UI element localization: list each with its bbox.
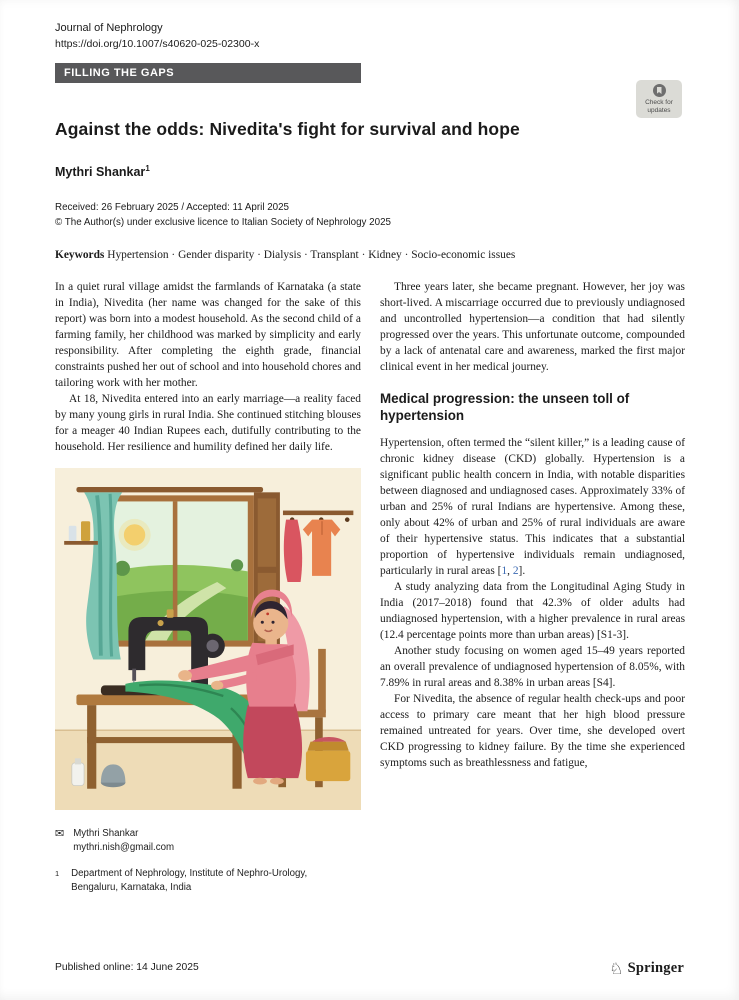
- keywords-text: Hypertension · Gender disparity · Dialysis · Transplant · Kidney · Socio-economic issues: [107, 248, 516, 261]
- email-icon: ✉: [55, 826, 65, 840]
- received-accepted-line: Received: 26 February 2025 / Accepted: 11 April 2025: [55, 202, 290, 214]
- check-updates-text-line2: updates: [647, 106, 671, 114]
- crossmark-icon: [653, 84, 666, 97]
- citation-separator: ,: [507, 565, 513, 578]
- copyright-line: © The Author(s) under exclusive licence to Italian Society of Nephrology 2025: [55, 216, 391, 228]
- body-paragraph: Three years later, she became pregnant. However, her joy was short-lived. A miscarriage occurred due to previously undiagnosed and uncontrolled hypertension—a condition that had silently progressed over the years. This unfortunate outcome, compounded by a lack of antenatal care and awareness, marked the first major clinical event in her medical journey.: [380, 280, 685, 373]
- journal-name: Journal of Nephrology: [55, 22, 163, 34]
- body-paragraph: Another study focusing on women aged 15–49 years reported an overall prevalence of undiagnosed hypertension of 8.05%, with 7.89% in rural areas and 8.38% in urban areas [S4].: [380, 645, 685, 690]
- article-meta: [55, 201, 685, 230]
- body-paragraph: At 18, Nivedita entered into an early marriage—a reality faced by many young girls in rural India. She continued stitching blouses for a meager 40 Indian Rupees each, dutifully contributing to the household. Her resilience and humility defined her daily life.: [55, 392, 361, 453]
- sewing-scene-image: [55, 468, 361, 810]
- springer-logo-text: Springer: [627, 960, 684, 976]
- body-paragraph: In a quiet rural village amidst the farmlands of Karnataka (a state in India), Nivedita (her name was changed for the sake of this report) was born into a modest household. As the second child of a farming family, her childhood was marked by simplicity and early responsibility. After completing the eighth grade, financial constraints pushed her out of school and into household chores and tailoring work with her mother.: [55, 280, 361, 389]
- citation-link-2[interactable]: 2: [512, 565, 519, 578]
- author-name: [55, 164, 685, 179]
- citation-link-1[interactable]: 1: [501, 565, 508, 578]
- paragraph-text: ].: [518, 565, 526, 578]
- correspondence-details: [73, 827, 174, 856]
- paragraph-text: Hypertension, often termed the “silent killer,” is a leading cause of chronic kidney disease (CKD) globally. Hypertension is a significant public health concern in India, with notable disparities between diagnosed and undiagnosed cases. Approximately 33% of urban and 25% of rural Indians are hypertensive. Among these, only about 42% of urban and 25% of rural individuals are aware of their hypertensive status. This indicates that a substantial proportion of hypertensive individuals remain undiagnosed, particularly in rural areas [: [380, 436, 685, 578]
- affiliation-text: Department of Nephrology, Institute of Nephro-Urology, Bengaluru, Karnataka, India: [71, 867, 308, 894]
- affiliation: [55, 867, 361, 896]
- check-updates-text-line1: Check for: [645, 99, 673, 106]
- published-online-line: Published online: 14 June 2025: [55, 962, 199, 973]
- correspondence: [55, 827, 361, 856]
- correspondence-email[interactable]: mythri.nish@gmail.com: [73, 842, 175, 854]
- doi-link[interactable]: https://doi.org/10.1007/s40620-025-02300-x: [55, 38, 260, 50]
- correspondence-name: Mythri Shankar: [73, 827, 139, 839]
- author-affiliation-marker: 1: [145, 164, 150, 173]
- right-column: [380, 279, 685, 896]
- springer-logo: [609, 960, 684, 977]
- left-column: [55, 279, 361, 896]
- springer-knight-icon: ♘: [609, 958, 624, 978]
- author-name-text: Mythri Shankar: [55, 165, 146, 180]
- page-title: Against the odds: Nivedita's fight for survival and hope: [55, 119, 520, 139]
- article-body: [55, 279, 685, 896]
- affiliation-marker: 1: [55, 868, 60, 878]
- body-paragraph: [380, 435, 685, 579]
- check-for-updates-badge[interactable]: [636, 80, 682, 118]
- keywords-line: [55, 249, 685, 261]
- footnote-block: [55, 827, 361, 896]
- body-paragraph: A study analyzing data from the Longitudinal Aging Study in India (2017–2018) found that 42.3% of older adults had undiagnosed hypertension, with a higher prevalence in rural areas (12.4 percentage points more than urban areas) [S1-3].: [380, 581, 685, 642]
- keywords-label: Keywords: [55, 248, 108, 261]
- section-banner: FILLING THE GAPS: [55, 63, 361, 83]
- story-illustration: [55, 468, 361, 810]
- body-paragraph: For Nivedita, the absence of regular health check-ups and poor access to primary care meant that her high blood pressure remained untreated for years. Over time, she developed overt CKD progressing to kidney failure. By the time she experienced symptoms such as breathlessness and fatigue,: [380, 693, 685, 770]
- section-heading: Medical progression: the unseen toll of hypertension: [380, 390, 630, 423]
